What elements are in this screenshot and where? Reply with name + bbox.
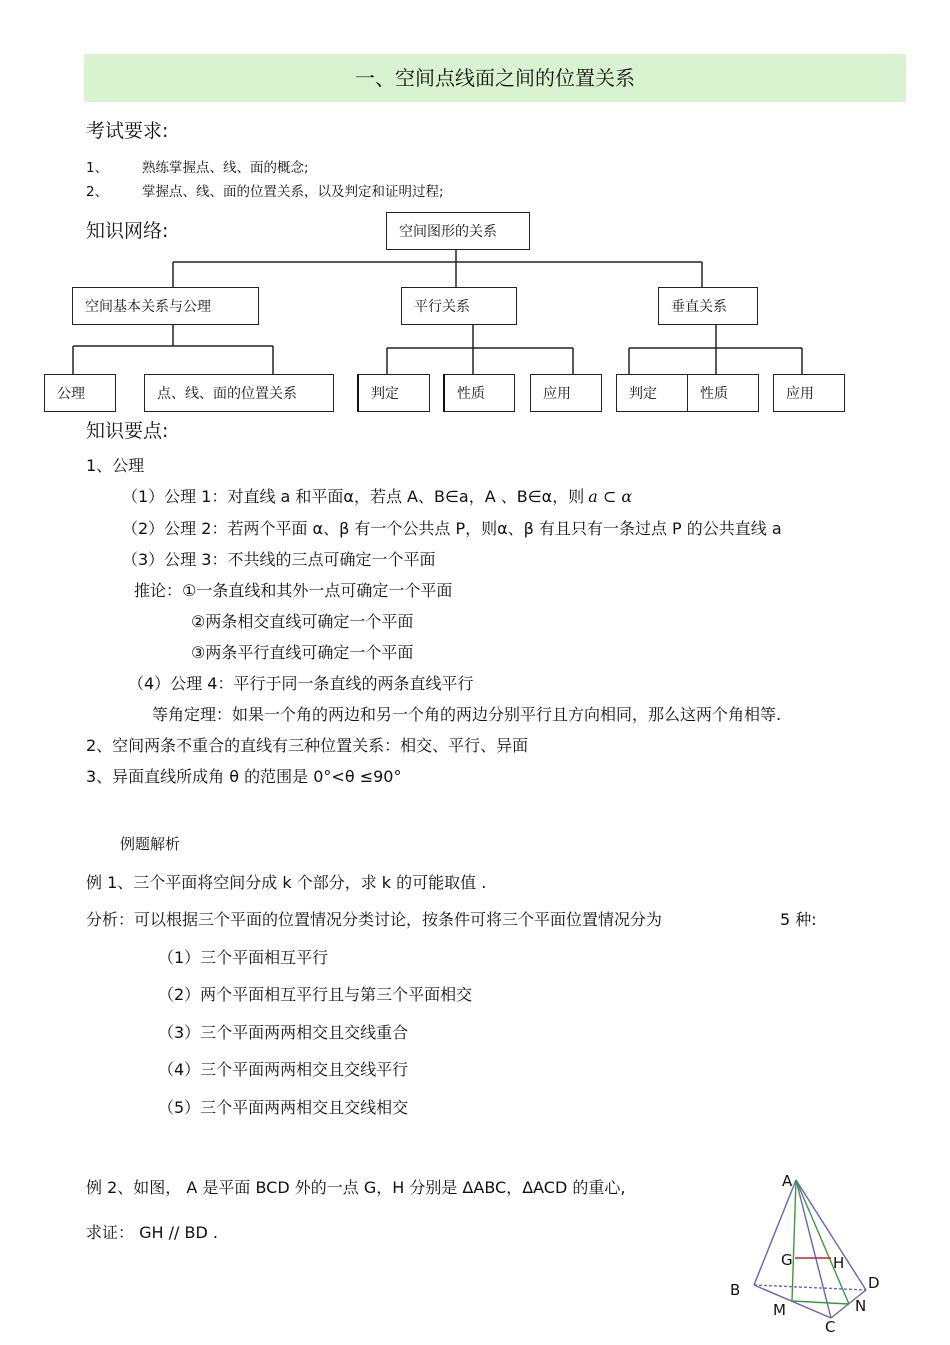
edge-ab xyxy=(754,1180,796,1285)
analysis-count: 5 种: xyxy=(780,910,817,929)
label-g: G xyxy=(781,1251,793,1269)
req-item-1-text: 熟练掌握点、线、面的概念; xyxy=(142,160,309,176)
key-points-heading: 知识要点: xyxy=(86,420,169,442)
leaf-perp-property: 性质 xyxy=(687,374,759,412)
case-2: （2）两个平面相互平行且与第三个平面相交 xyxy=(158,985,473,1004)
label-b: B xyxy=(730,1281,741,1299)
label-m: M xyxy=(773,1301,786,1319)
prove-statement: 求证： GH // BD . xyxy=(86,1223,218,1242)
analysis-text: 分析：可以根据三个平面的位置情况分类讨论，按条件可将三个平面位置情况分为 xyxy=(86,910,663,929)
leaf-perp-application: 应用 xyxy=(773,374,845,412)
axiom-1-formula: a ⊂ α xyxy=(588,487,633,506)
equal-angle-theorem: 等角定理：如果一个角的两边和另一个角的两边分别平行且方向相同，那么这两个角相等. xyxy=(152,705,782,724)
axiom-1-text: （1）公理 1：对直线 a 和平面α，若点 A、B∈a，A 、B∈α，则 xyxy=(122,487,585,506)
segment-mn xyxy=(792,1301,849,1304)
corollary-3: ③两条平行直线可确定一个平面 xyxy=(191,643,414,662)
leaf-position-relation: 点、线、面的位置关系 xyxy=(144,374,334,412)
network-branch-basic: 空间基本关系与公理 xyxy=(72,287,259,325)
section-axioms: 1、公理 xyxy=(86,456,145,475)
edge-bd xyxy=(754,1285,866,1290)
case-4: （4）三个平面两两相交且交线平行 xyxy=(158,1060,409,1079)
exam-requirements-heading: 考试要求: xyxy=(86,120,169,142)
leaf-perp-judge: 判定 xyxy=(616,374,688,412)
label-c: C xyxy=(825,1318,836,1336)
case-5: （5）三个平面两两相交且交线相交 xyxy=(158,1098,409,1117)
label-a: A xyxy=(782,1172,793,1190)
label-n: N xyxy=(855,1297,867,1315)
network-branch-perpendicular: 垂直关系 xyxy=(658,287,758,325)
leaf-axiom: 公理 xyxy=(44,374,116,412)
network-branch-parallel: 平行关系 xyxy=(401,287,517,325)
case-3: （3）三个平面两两相交且交线重合 xyxy=(158,1023,409,1042)
axiom-2: （2）公理 2：若两个平面 α、β 有一个公共点 P，则α、β 有且只有一条过点 P 的公共直线 a xyxy=(122,519,782,538)
leaf-parallel-judge: 判定 xyxy=(357,374,430,412)
edge-ad xyxy=(796,1180,866,1290)
leaf-parallel-property: 性质 xyxy=(443,374,515,412)
req-item-1-num: 1、 xyxy=(86,160,109,176)
page-title: 一、空间点线面之间的位置关系 xyxy=(355,66,635,90)
median-am xyxy=(792,1180,796,1301)
network-root-node: 空间图形的关系 xyxy=(386,212,530,250)
section-skew-angle: 3、异面直线所成角 θ 的范围是 0°<θ ≤90° xyxy=(86,767,402,786)
axiom-3: （3）公理 3：不共线的三点可确定一个平面 xyxy=(122,550,436,569)
req-item-2-num: 2、 xyxy=(86,184,109,200)
axiom-4: （4）公理 4：平行于同一条直线的两条直线平行 xyxy=(128,674,474,693)
label-h: H xyxy=(833,1254,845,1272)
section-line-relations: 2、空间两条不重合的直线有三种位置关系：相交、平行、异面 xyxy=(86,736,529,755)
example-2: 例 2、如图， A 是平面 BCD 外的一点 G，H 分别是 ΔABC，ΔACD 的重心, xyxy=(86,1178,626,1197)
req-item-2-text: 掌握点、线、面的位置关系，以及判定和证明过程; xyxy=(142,184,444,200)
case-1: （1）三个平面相互平行 xyxy=(158,948,329,967)
corollary-2: ②两条相交直线可确定一个平面 xyxy=(191,612,414,631)
example-1: 例 1、三个平面将空间分成 k 个部分，求 k 的可能取值 . xyxy=(86,873,487,892)
network-heading: 知识网络: xyxy=(86,220,169,242)
corollary-1: 推论：①一条直线和其外一点可确定一个平面 xyxy=(134,581,453,600)
label-d: D xyxy=(868,1274,880,1292)
leaf-parallel-application: 应用 xyxy=(530,374,602,412)
examples-heading: 例题解析 xyxy=(120,835,181,853)
